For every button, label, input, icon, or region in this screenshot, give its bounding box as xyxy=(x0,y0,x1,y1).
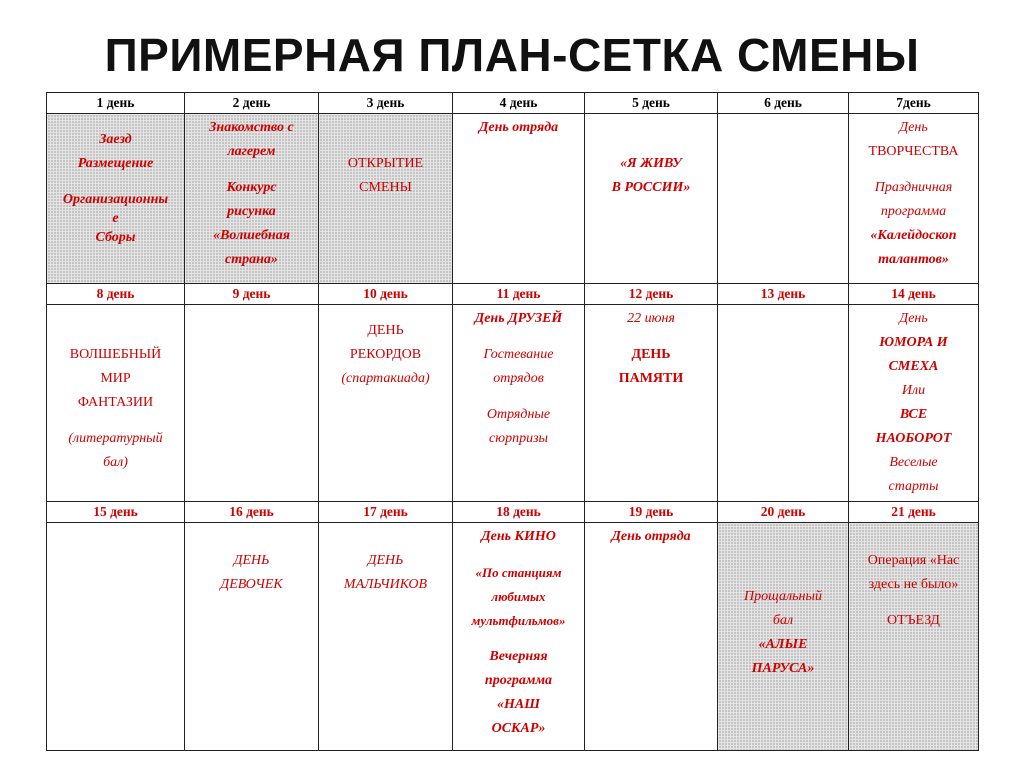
day-13-header: 13 день xyxy=(718,284,849,305)
day-14-line: Веселые xyxy=(889,455,938,470)
day-12-header: 12 день xyxy=(585,284,718,305)
day-14-cell xyxy=(849,305,979,502)
day-2-header: 2 день xyxy=(185,93,319,114)
day-18-line: «По станциям xyxy=(475,565,562,580)
week3-content-row xyxy=(47,523,979,751)
day-21-header: 21 день xyxy=(849,502,979,523)
day-12-line: 22 июня xyxy=(627,311,675,326)
day-16-cell xyxy=(185,523,319,751)
day-13-cell xyxy=(718,305,849,502)
day-1-line: Организационны xyxy=(62,192,169,207)
day-10-line: ДЕНЬ xyxy=(367,323,404,338)
day-10-header: 10 день xyxy=(319,284,453,305)
page-title: ПРИМЕРНАЯ ПЛАН-СЕТКА СМЕНЫ xyxy=(104,29,920,81)
day-18-line: любимых xyxy=(491,589,546,604)
day-18-cell xyxy=(453,523,585,751)
day-14-line: старты xyxy=(888,479,939,494)
day-19-header: 19 день xyxy=(585,502,718,523)
day-15-cell xyxy=(47,523,185,751)
day-8-line: ФАНТАЗИИ xyxy=(77,395,154,410)
day-7-line: «Калейдоскоп xyxy=(870,228,957,243)
day-2-line: лагерем xyxy=(227,144,276,159)
day-19-line: День отряда xyxy=(611,529,691,544)
day-15-header: 15 день xyxy=(47,502,185,523)
day-7-line: талантов» xyxy=(878,252,949,267)
day-17-header: 17 день xyxy=(319,502,453,523)
day-14-header: 14 день xyxy=(849,284,979,305)
day-1-cell xyxy=(47,114,185,284)
day-5-header: 5 день xyxy=(585,93,718,114)
day-8-header: 8 день xyxy=(47,284,185,305)
day-21-line: ОТЪЕЗД xyxy=(887,613,940,628)
day-16-header: 16 день xyxy=(185,502,319,523)
day-9-header: 9 день xyxy=(185,284,319,305)
schedule-table xyxy=(46,92,979,751)
day-4-line: День отряда xyxy=(478,120,559,135)
day-8-cell xyxy=(47,305,185,502)
day-16-line: ДЕВОЧЕК xyxy=(220,577,283,592)
day-6-cell xyxy=(718,114,849,284)
day-3-cell xyxy=(319,114,453,284)
day-6-header: 6 день xyxy=(718,93,849,114)
day-7-line: День xyxy=(899,120,928,135)
day-5-line: В РОССИИ» xyxy=(611,180,691,195)
day-14-line: СМЕХА xyxy=(888,359,939,374)
day-18-line: «НАШ xyxy=(497,697,540,712)
day-12-line: ДЕНЬ xyxy=(631,347,671,362)
day-20-header: 20 день xyxy=(718,502,849,523)
day-14-line: ВСЕ xyxy=(899,407,928,422)
day-2-line: Знакомство с xyxy=(209,120,294,135)
day-11-line: Гостевание xyxy=(483,347,554,362)
day-20-line: Прощальный xyxy=(744,589,822,604)
day-2-line: страна» xyxy=(225,252,278,267)
day-5-line: «Я ЖИВУ xyxy=(620,156,682,171)
day-5-cell xyxy=(585,114,718,284)
day-11-header: 11 день xyxy=(453,284,585,305)
day-8-line: ВОЛШЕБНЫЙ xyxy=(69,347,162,362)
day-21-line: Операция «Нас xyxy=(867,553,960,568)
day-14-line: НАОБОРОТ xyxy=(875,431,952,446)
day-11-line: День ДРУЗЕЙ xyxy=(474,311,563,326)
day-11-line: сюрпризы xyxy=(488,431,549,446)
day-20-line: бал xyxy=(772,613,794,628)
day-10-line: РЕКОРДОВ xyxy=(349,347,422,362)
week1-content-row xyxy=(47,114,979,284)
day-7-line: Праздничная xyxy=(874,180,953,195)
day-3-line: ОТКРЫТИЕ xyxy=(347,156,424,171)
day-8-line: бал) xyxy=(103,455,128,470)
day-11-line: Отрядные xyxy=(486,407,551,422)
day-21-cell xyxy=(849,523,979,751)
day-2-line: «Волшебная xyxy=(213,228,290,243)
day-1-line: е xyxy=(112,211,119,226)
week2-content-row xyxy=(47,305,979,502)
day-1-line: Сборы xyxy=(95,230,136,245)
day-7-line: ТВОРЧЕСТВА xyxy=(868,144,959,159)
day-17-line: МАЛЬЧИКОВ xyxy=(343,577,428,592)
week3-header-row xyxy=(47,502,979,523)
week1-header-row xyxy=(47,93,979,114)
day-11-cell xyxy=(453,305,585,502)
day-8-line: (литературный xyxy=(68,431,163,446)
day-18-line: программа xyxy=(484,673,553,688)
day-14-line: ЮМОРА И xyxy=(879,335,948,350)
day-17-cell xyxy=(319,523,453,751)
day-1-line: Заезд xyxy=(99,132,132,147)
day-11-line: отрядов xyxy=(493,371,544,386)
day-17-line: ДЕНЬ xyxy=(367,553,404,568)
day-8-line: МИР xyxy=(100,371,131,386)
day-12-line: ПАМЯТИ xyxy=(618,371,684,386)
day-3-line: СМЕНЫ xyxy=(359,180,412,195)
week2-header-row xyxy=(47,284,979,305)
day-18-line: Вечерняя xyxy=(489,649,548,664)
day-9-cell xyxy=(185,305,319,502)
day-1-line: Размещение xyxy=(77,156,154,171)
day-18-line: День КИНО xyxy=(481,529,556,544)
day-20-line: ПАРУСА» xyxy=(751,661,815,676)
day-3-header: 3 день xyxy=(319,93,453,114)
day-14-line: День xyxy=(899,311,928,326)
day-2-line: Конкурс xyxy=(226,180,277,195)
day-2-cell xyxy=(185,114,319,284)
day-7-header: 7день xyxy=(849,93,979,114)
day-4-cell xyxy=(453,114,585,284)
day-1-header: 1 день xyxy=(47,93,185,114)
day-18-line: мультфильмов» xyxy=(471,613,566,628)
day-4-header: 4 день xyxy=(453,93,585,114)
day-20-cell xyxy=(718,523,849,751)
day-18-line: ОСКАР» xyxy=(491,721,546,736)
day-12-cell xyxy=(585,305,718,502)
day-7-line: программа xyxy=(880,204,947,219)
day-20-line: «АЛЫЕ xyxy=(758,637,808,652)
day-14-line: Или xyxy=(901,383,926,398)
day-18-header: 18 день xyxy=(453,502,585,523)
day-10-cell xyxy=(319,305,453,502)
day-7-cell xyxy=(849,114,979,284)
day-21-line: здесь не было» xyxy=(868,577,959,592)
day-19-cell xyxy=(585,523,718,751)
day-2-line: рисунка xyxy=(227,204,276,219)
day-16-line: ДЕНЬ xyxy=(233,553,270,568)
day-10-line: (спартакиада) xyxy=(341,371,430,386)
